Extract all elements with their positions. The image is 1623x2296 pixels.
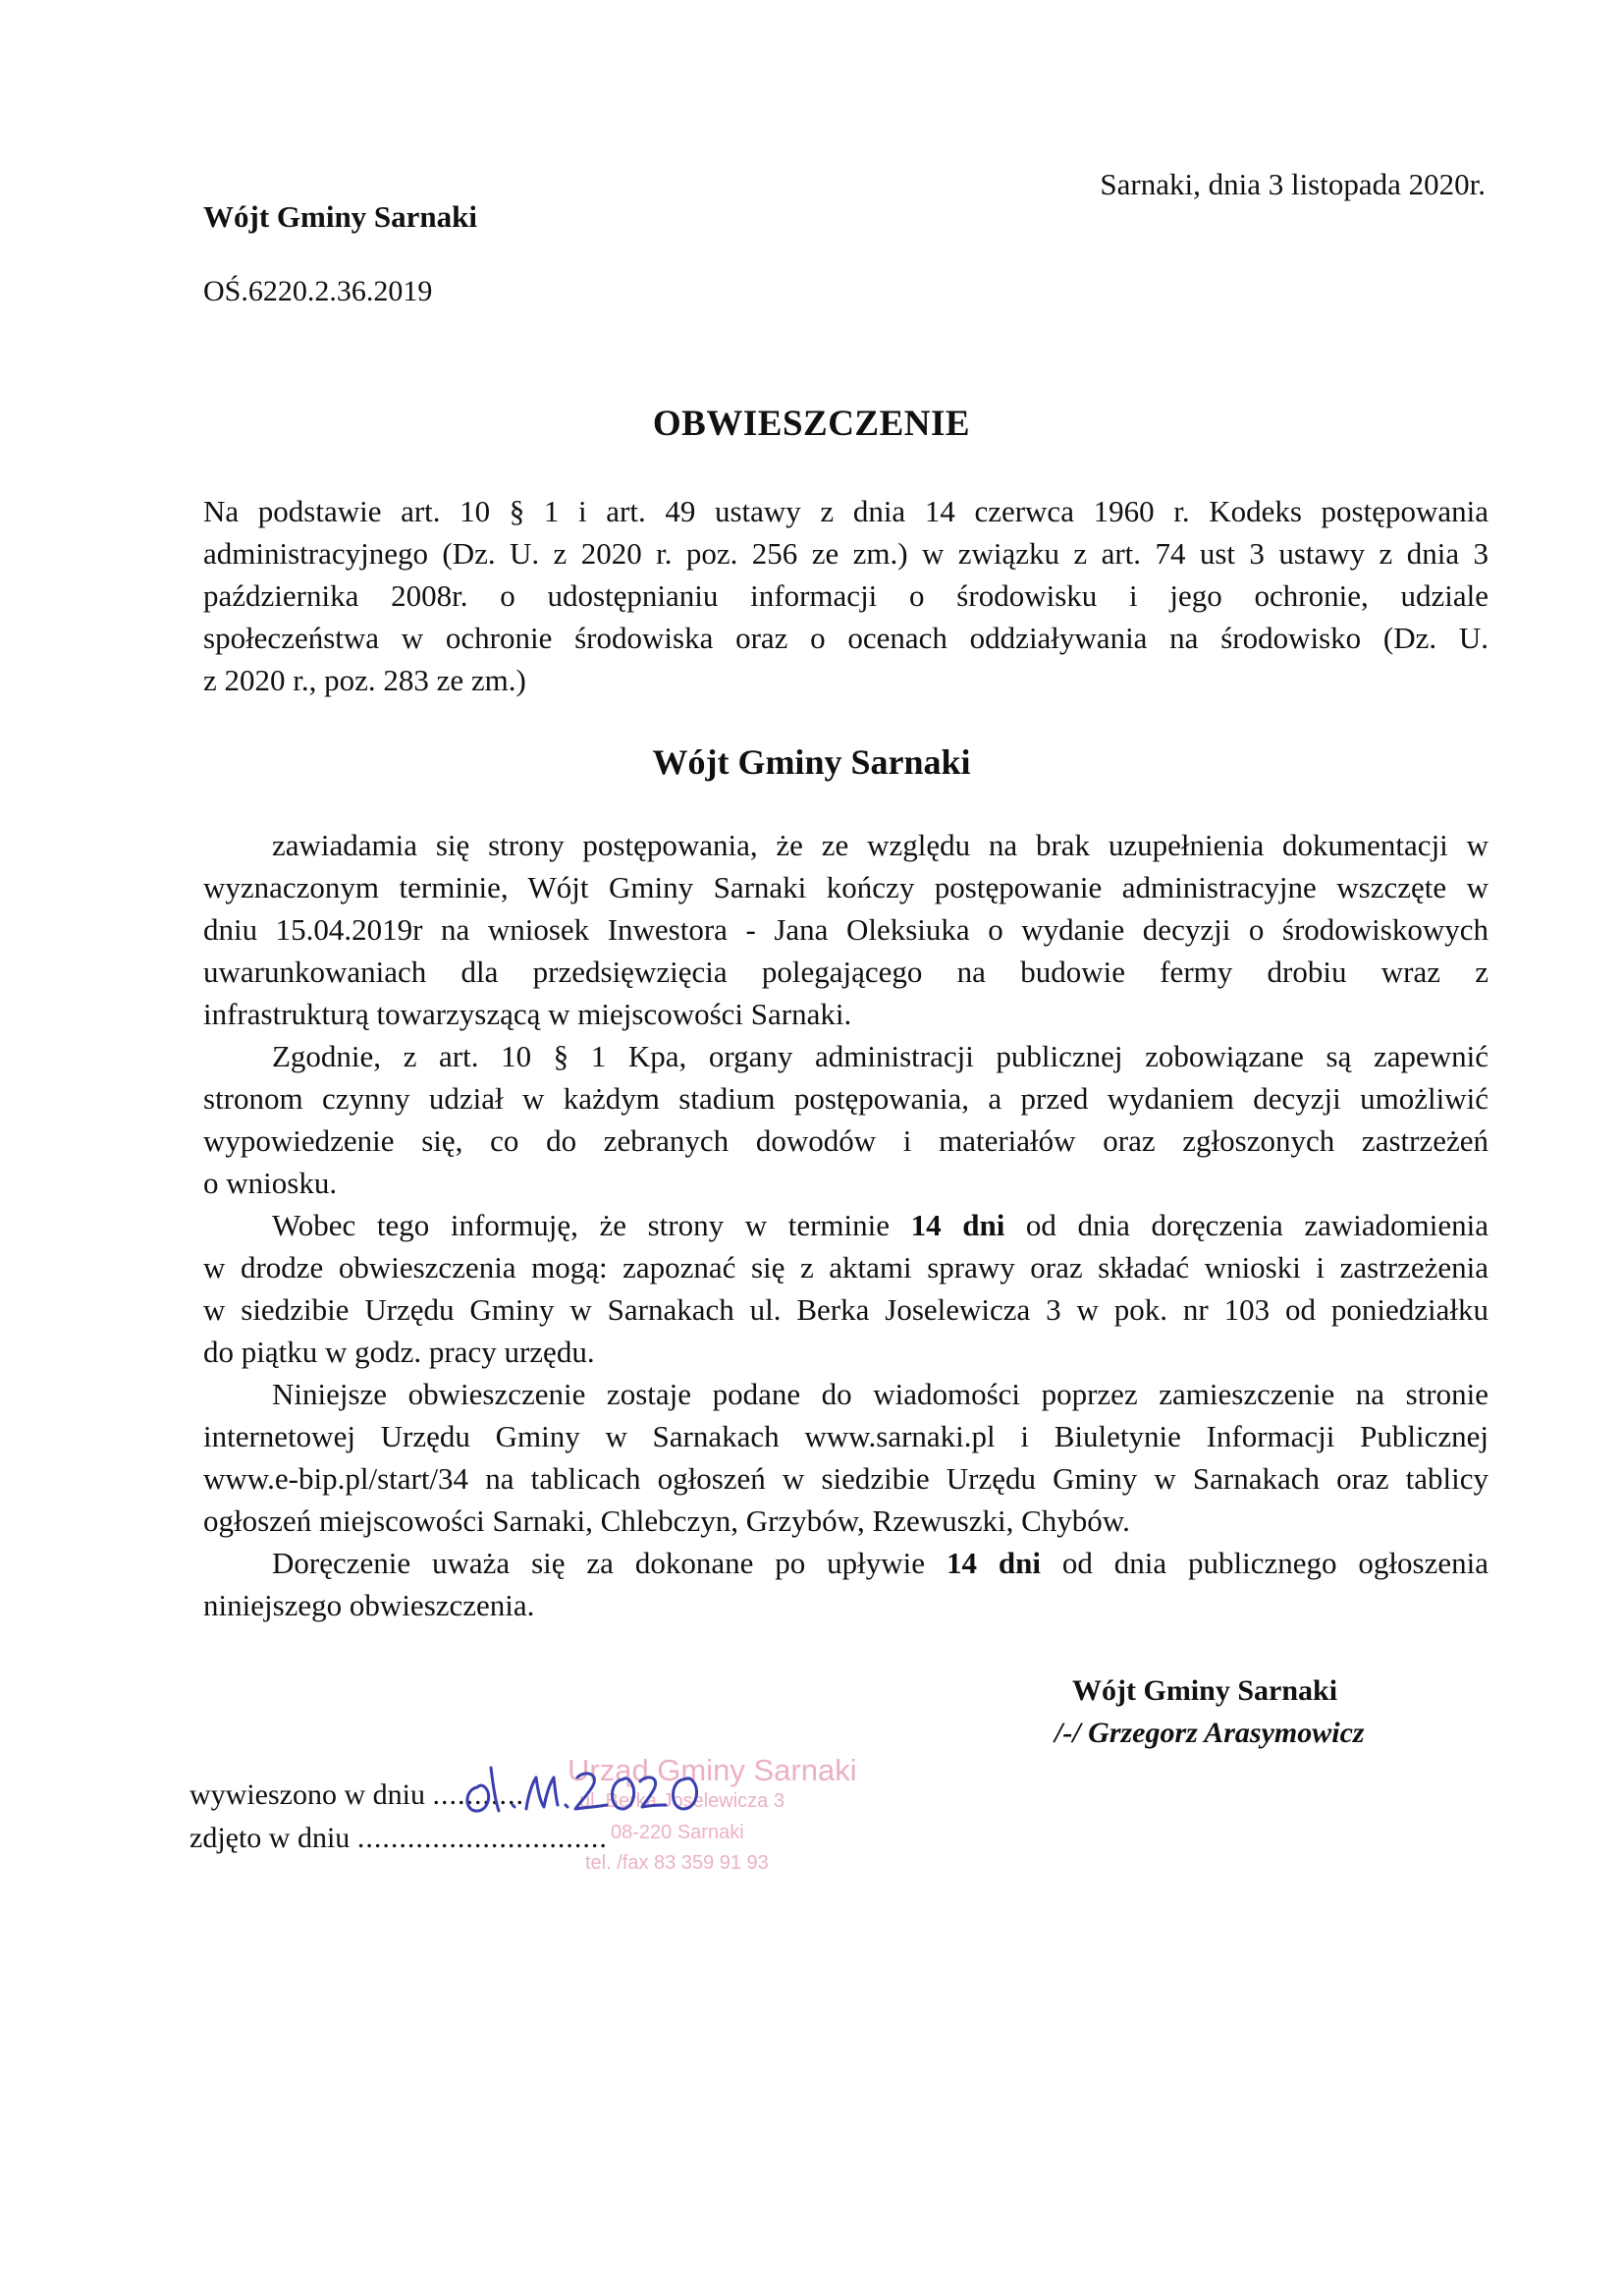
body-line: Wobec tego informuję, że strony w terminie 14 dni od dnia doręczenia zawiadomienia — [272, 1208, 1488, 1242]
document-title: OBWIESZCZENIE — [652, 404, 971, 444]
posted-dots: ........... — [432, 1778, 524, 1811]
body-line: wyznaczonym terminie, Wójt Gminy Sarnaki kończy postępowanie administracyjne wszczęte w — [203, 870, 1488, 904]
removed-dots: .............................. — [356, 1822, 608, 1854]
body-line: w siedzibie Urzędu Gminy w Sarnakach ul. Berka Joselewicza 3 w pok. nr 103 od poniedziałku — [203, 1292, 1488, 1327]
body-line: Niniejsze obwieszczenie zostaje podane do wiadomości poprzez zamieszczenie na stronie — [272, 1377, 1488, 1411]
authority-heading: Wójt Gminy Sarnaki — [652, 742, 971, 782]
body-line: ogłoszeń miejscowości Sarnaki, Chlebczyn, Grzybów, Rzewuszki, Chybów. — [203, 1503, 1130, 1538]
body-line: uwarunkowaniach dla przedsięwzięcia polegającego na budowie fermy drobiu wraz z — [203, 955, 1488, 989]
body-line: do piątku w godz. pracy urzędu. — [203, 1335, 595, 1369]
body-line: o wniosku. — [203, 1166, 338, 1200]
legal-basis-line: Na podstawie art. 10 § 1 i art. 49 ustawy z dnia 14 czerwca 1960 r. Kodeks postępowania — [203, 494, 1488, 528]
reference-number: OŚ.6220.2.36.2019 — [203, 275, 433, 307]
signature-title: Wójt Gminy Sarnaki — [1072, 1674, 1338, 1707]
posted-label: wywieszono w dniu — [189, 1778, 425, 1811]
body-line: niniejszego obwieszczenia. — [203, 1588, 535, 1622]
body-line: zawiadamia się strony postępowania, że ze względu na brak uzupełnienia dokumentacji w — [272, 828, 1488, 862]
stamp-line-postcode: 08-220 Sarnaki — [611, 1822, 744, 1843]
stamp-line-office: Urząd Gminy Sarnaki — [568, 1753, 857, 1787]
body-line: infrastrukturą towarzyszącą w miejscowości Sarnaki. — [203, 997, 852, 1031]
removed-date-row — [189, 1822, 608, 1855]
body-line: Doręczenie uważa się za dokonane po upływie 14 dni od dnia publicznego ogłoszenia — [272, 1546, 1488, 1580]
stamp-line-address: ul. Berka Joselewicza 3 — [579, 1790, 784, 1812]
body-line: stronom czynny udział w każdym stadium postępowania, a przed wydaniem decyzji umożliwić — [203, 1081, 1488, 1116]
signature-name: /-/ Grzegorz Arasymowicz — [1055, 1717, 1365, 1749]
legal-basis-line: października 2008r. o udostępnianiu informacji o środowisku i jego ochronie, udziale — [203, 578, 1488, 613]
body-line: internetowej Urzędu Gminy w Sarnakach www.sarnaki.pl i Biuletynie Informacji Publicznej — [203, 1419, 1488, 1453]
stamp-line-phone: tel. /fax 83 359 91 93 — [585, 1852, 769, 1874]
legal-basis-line: z 2020 r., poz. 283 ze zm.) — [203, 663, 526, 697]
body-line: Zgodnie, z art. 10 § 1 Kpa, organy administracji publicznej zobowiązane są zapewnić — [272, 1039, 1488, 1073]
body-line: w drodze obwieszczenia mogą: zapoznać się z aktami sprawy oraz składać wnioski i zastrzeżenia — [203, 1250, 1488, 1285]
body-line: dniu 15.04.2019r na wniosek Inwestora - Jana Oleksiuka o wydanie decyzji o środowiskowych — [203, 912, 1488, 947]
legal-basis-line: administracyjnego (Dz. U. z 2020 r. poz. 256 ze zm.) w związku z art. 74 ust 3 ustawy z dnia 3 — [203, 536, 1488, 571]
removed-label: zdjęto w dniu — [189, 1822, 351, 1854]
legal-basis-line: społeczeństwa w ochronie środowiska oraz o ocenach oddziaływania na środowisko (Dz. U. — [203, 621, 1488, 655]
document-date: Sarnaki, dnia 3 listopada 2020r. — [1100, 167, 1486, 201]
body-line: www.e-bip.pl/start/34 na tablicach ogłoszeń w siedzibie Urzędu Gminy w Sarnakach oraz tablicy — [203, 1461, 1488, 1496]
handwritten-date-signature — [456, 1748, 711, 1827]
body-line: wypowiedzenie się, co do zebranych dowodów i materiałów oraz zgłoszonych zastrzeżeń — [203, 1123, 1488, 1158]
issuing-authority: Wójt Gminy Sarnaki — [203, 199, 478, 234]
